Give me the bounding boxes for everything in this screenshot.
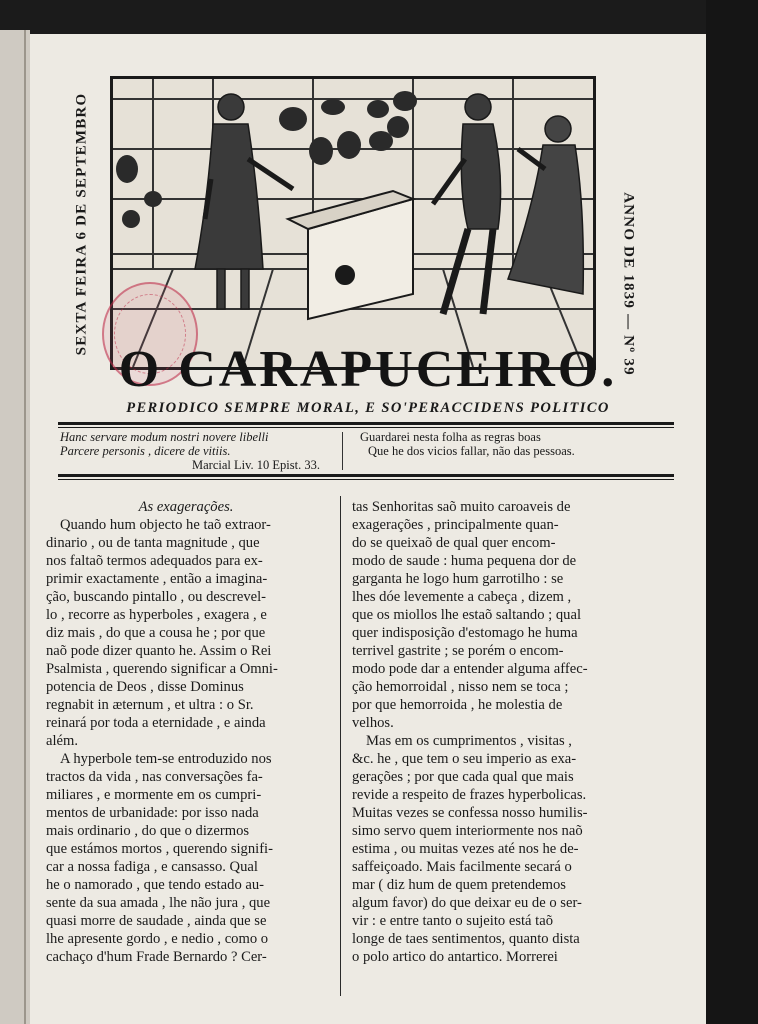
text-line: lo , recorre as hyperboles , exagera , e <box>46 607 267 623</box>
text-line: nos faltaõ termos adequados para ex- <box>46 553 263 569</box>
header-rule <box>58 474 674 477</box>
text-line: dinario , ou de tanta magnitude , que <box>46 535 260 551</box>
text-line: Psalmista , querendo significar a Omni- <box>46 661 278 677</box>
latin-epigraph-line: Hanc servare modum nostri novere libelli <box>60 430 269 444</box>
text-line: tractos da vida , nas conversações fa- <box>46 769 263 785</box>
text-line: terrivel gastrite ; se porém o encom- <box>352 643 564 659</box>
text-line: sente da sua amada , lhe não jura , que <box>46 895 271 911</box>
text-line: he o namorado , que tendo estado au- <box>46 877 265 893</box>
text-line: que estámos mortos , querendo signifi- <box>46 841 273 857</box>
article-column-2 <box>352 498 632 966</box>
header-rule <box>58 427 674 428</box>
text-line: modo pode dar a entender alguma affec- <box>352 661 588 677</box>
column-divider <box>340 496 341 996</box>
text-line: lhe apresente gordo , e nedio , como o <box>46 931 269 947</box>
text-line: reinará por toda a eternidade , e ainda <box>46 715 266 731</box>
text-line: algum favor) do que deixar eu de o ser- <box>352 895 582 911</box>
text-line: quer indisposição d'estomago he huma <box>352 625 578 641</box>
portuguese-epigraph-line: Que he dos vicios fallar, não das pessoas. <box>368 444 575 458</box>
text-line: garganta he logo hum garrotilho : se <box>352 571 564 587</box>
text-line: tas Senhoritas saõ muito caroaveis de <box>352 499 571 515</box>
text-line: Mas em os cumprimentos , visitas , <box>366 733 572 749</box>
text-line: quasi morre de saudade , ainda que se <box>46 913 267 929</box>
text-line: modo de saude : huma pequena dor de <box>352 553 577 569</box>
text-line: diz mais , do que a cousa he ; por que <box>46 625 266 641</box>
header-rule <box>58 422 674 425</box>
text-line: &c. he , que tem o seu imperio as exa- <box>352 751 577 767</box>
latin-epigraph <box>60 430 330 472</box>
header-rule <box>58 479 674 480</box>
text-line: exagerações , principalmente quan- <box>352 517 559 533</box>
text-line: revide a respeito de frazes hyperbolicas. <box>352 787 587 803</box>
text-line: vir : e entre tanto o sujeito está taõ <box>352 913 554 929</box>
text-line: ção hemorroidal , nisso nem se toca ; <box>352 679 569 695</box>
text-line: naõ pode dizer quanto he. Assim o Rei <box>46 643 272 659</box>
text-line: potencia de Deos , disse Dominus <box>46 679 244 695</box>
text-line: primir exactamente , então a imagina- <box>46 571 268 587</box>
text-line: saffeiçoado. Mais facilmente secará o <box>352 859 572 875</box>
text-line: gerações ; por que cada qual que mais <box>352 769 574 785</box>
text-line: mais ordinario , do que o dizermos <box>46 823 250 839</box>
issue-number: ANNO DE 1839 — Nº 39 <box>620 192 637 376</box>
epigraph-divider <box>342 432 343 470</box>
text-line: ção, buscando pintallo , ou descrevel- <box>46 589 267 605</box>
text-line: A hyperbole tem-se entroduzido nos <box>60 751 272 767</box>
portuguese-epigraph <box>360 430 670 458</box>
text-line: estima , ou muitas vezes até nos he de- <box>352 841 579 857</box>
newspaper-subtitle: PERIODICO SEMPRE MORAL, E SO'PERACCIDENS POLITICO <box>126 400 610 416</box>
text-line: regnabit in æternum , et ultra : o Sr. <box>46 697 254 713</box>
text-line: car a nossa fadiga , e cansasso. Qual <box>46 859 258 875</box>
text-line: velhos. <box>352 715 394 731</box>
text-line: mar ( diz hum de quem pretendemos <box>352 877 566 893</box>
adjacent-page-edge <box>0 30 30 1024</box>
latin-epigraph-line: Parcere personis , dicere de vitiis. <box>60 444 231 458</box>
issue-date: SEXTA FEIRA 6 DE SEPTEMBRO <box>73 92 90 356</box>
text-line: miliares , e mormente em os cumpri- <box>46 787 262 803</box>
text-line: que os miollos lhe estaõ saltando ; qual <box>352 607 582 623</box>
text-line: do se queixaõ de qual quer encom- <box>352 535 556 551</box>
scan-background <box>706 0 758 1024</box>
text-line: por que hemorroida , he molestia de <box>352 697 563 713</box>
text-line: Quando hum objecto he taõ extraor- <box>60 517 271 533</box>
text-line: simo servo quem interiormente nos naõ <box>352 823 583 839</box>
text-line: longe de taes sentimentos, quanto dista <box>352 931 580 947</box>
article-column-1 <box>46 498 326 966</box>
text-line: mentos de urbanidade: por isso nada <box>46 805 259 821</box>
text-line: o polo artico do antartico. Morrerei <box>352 949 558 965</box>
text-line: cachaço d'hum Frade Bernardo ? Cer- <box>46 949 267 965</box>
newspaper-page <box>30 34 706 1024</box>
article-heading: As exagerações. <box>138 499 234 515</box>
text-line: lhes dóe levemente a cabeça , dizem , <box>352 589 572 605</box>
newspaper-title: O CARAPUCEIRO. <box>118 341 618 398</box>
latin-epigraph-citation: Marcial Liv. 10 Epist. 33. <box>192 458 320 472</box>
text-line: além. <box>46 733 79 749</box>
text-line: Muitas vezes se confessa nosso humilis- <box>352 805 588 821</box>
portuguese-epigraph-line: Guardarei nesta folha as regras boas <box>360 430 541 444</box>
